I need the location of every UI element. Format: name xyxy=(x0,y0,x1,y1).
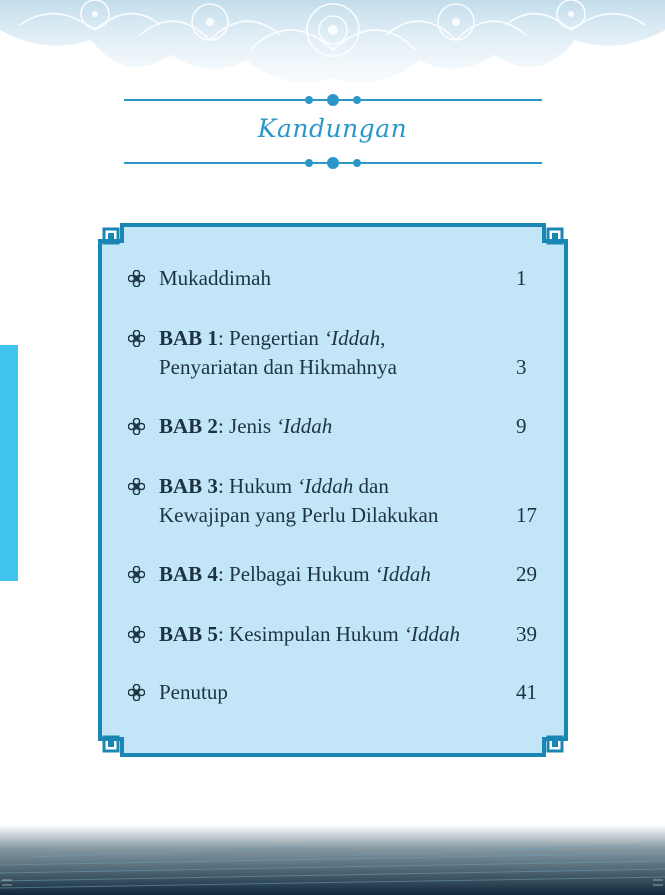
toc-entry-text-segment: : Pelbagai Hukum xyxy=(217,562,375,586)
toc-entry-title xyxy=(159,472,499,530)
brush-stroke-band xyxy=(0,825,665,895)
toc-entry-text-segment: dan xyxy=(353,474,389,498)
toc-entry-text-segment: Mukaddimah xyxy=(159,266,271,290)
toc-entry[interactable] xyxy=(128,678,548,707)
toc-entry-title xyxy=(159,560,499,589)
flower-icon xyxy=(128,684,145,701)
page-title: Kandungan xyxy=(257,114,408,143)
toc-entry-text-segment: Penutup xyxy=(159,680,228,704)
toc-page-number: 39 xyxy=(516,622,537,646)
toc-page-number: 41 xyxy=(516,680,537,704)
flower-icon xyxy=(128,478,145,495)
toc-entry-text-segment: BAB 3 xyxy=(159,474,218,498)
toc-entry[interactable] xyxy=(128,264,548,293)
toc-entry-text-segment: ‘Iddah xyxy=(324,326,381,350)
toc-entry-text-segment: : Kesimpulan Hukum xyxy=(217,622,405,646)
toc-entry-text-segment: BAB 2 xyxy=(159,414,218,438)
arabesque-ornament-icon xyxy=(0,0,665,95)
toc-entry-text-segment: BAB 5 xyxy=(159,622,218,646)
toc-entry-text-segment: : Jenis xyxy=(217,414,277,438)
toc-entry[interactable] xyxy=(128,560,548,589)
toc-page-number: 29 xyxy=(516,562,537,586)
toc-entry-title xyxy=(159,264,499,293)
toc-entry-title xyxy=(159,678,499,707)
toc-entry-text-segment: , xyxy=(380,326,386,350)
flower-icon xyxy=(128,418,145,435)
toc-page-number: 1 xyxy=(516,266,527,290)
toc-entry-text-segment: Kewajipan yang Perlu Dilakukan xyxy=(159,503,439,527)
toc-entry-text-segment: BAB 1 xyxy=(159,326,218,350)
toc-entry[interactable] xyxy=(128,324,548,382)
flower-icon xyxy=(128,566,145,583)
toc-entry-text-segment: : Hukum xyxy=(217,474,298,498)
toc-page-number: 9 xyxy=(516,414,527,438)
title-divider-top xyxy=(124,93,542,107)
toc-entry-title xyxy=(159,620,499,649)
toc-entry-text-segment: : Pengertian xyxy=(217,326,325,350)
toc-entry-text-segment: BAB 4 xyxy=(159,562,218,586)
toc-entry-title xyxy=(159,324,499,382)
toc-entry[interactable] xyxy=(128,412,548,441)
flower-icon xyxy=(128,270,145,287)
toc-page-number: 17 xyxy=(516,503,537,527)
side-tab xyxy=(0,345,18,581)
toc-entry-text-segment: ‘Iddah xyxy=(374,562,431,586)
flower-icon xyxy=(128,330,145,347)
toc-entry-text-segment: Penyariatan dan Hikmahnya xyxy=(159,355,397,379)
flower-icon xyxy=(128,626,145,643)
toc-entry-title xyxy=(159,412,499,441)
toc-entry[interactable] xyxy=(128,472,548,530)
toc-entry-text-segment: ‘Iddah xyxy=(404,622,461,646)
toc-entry-text-segment: ‘Iddah xyxy=(276,414,333,438)
toc-entry[interactable] xyxy=(128,620,548,649)
toc-entry-text-segment: ‘Iddah xyxy=(297,474,354,498)
title-divider-bottom xyxy=(124,156,542,170)
toc-page-number: 3 xyxy=(516,355,527,379)
